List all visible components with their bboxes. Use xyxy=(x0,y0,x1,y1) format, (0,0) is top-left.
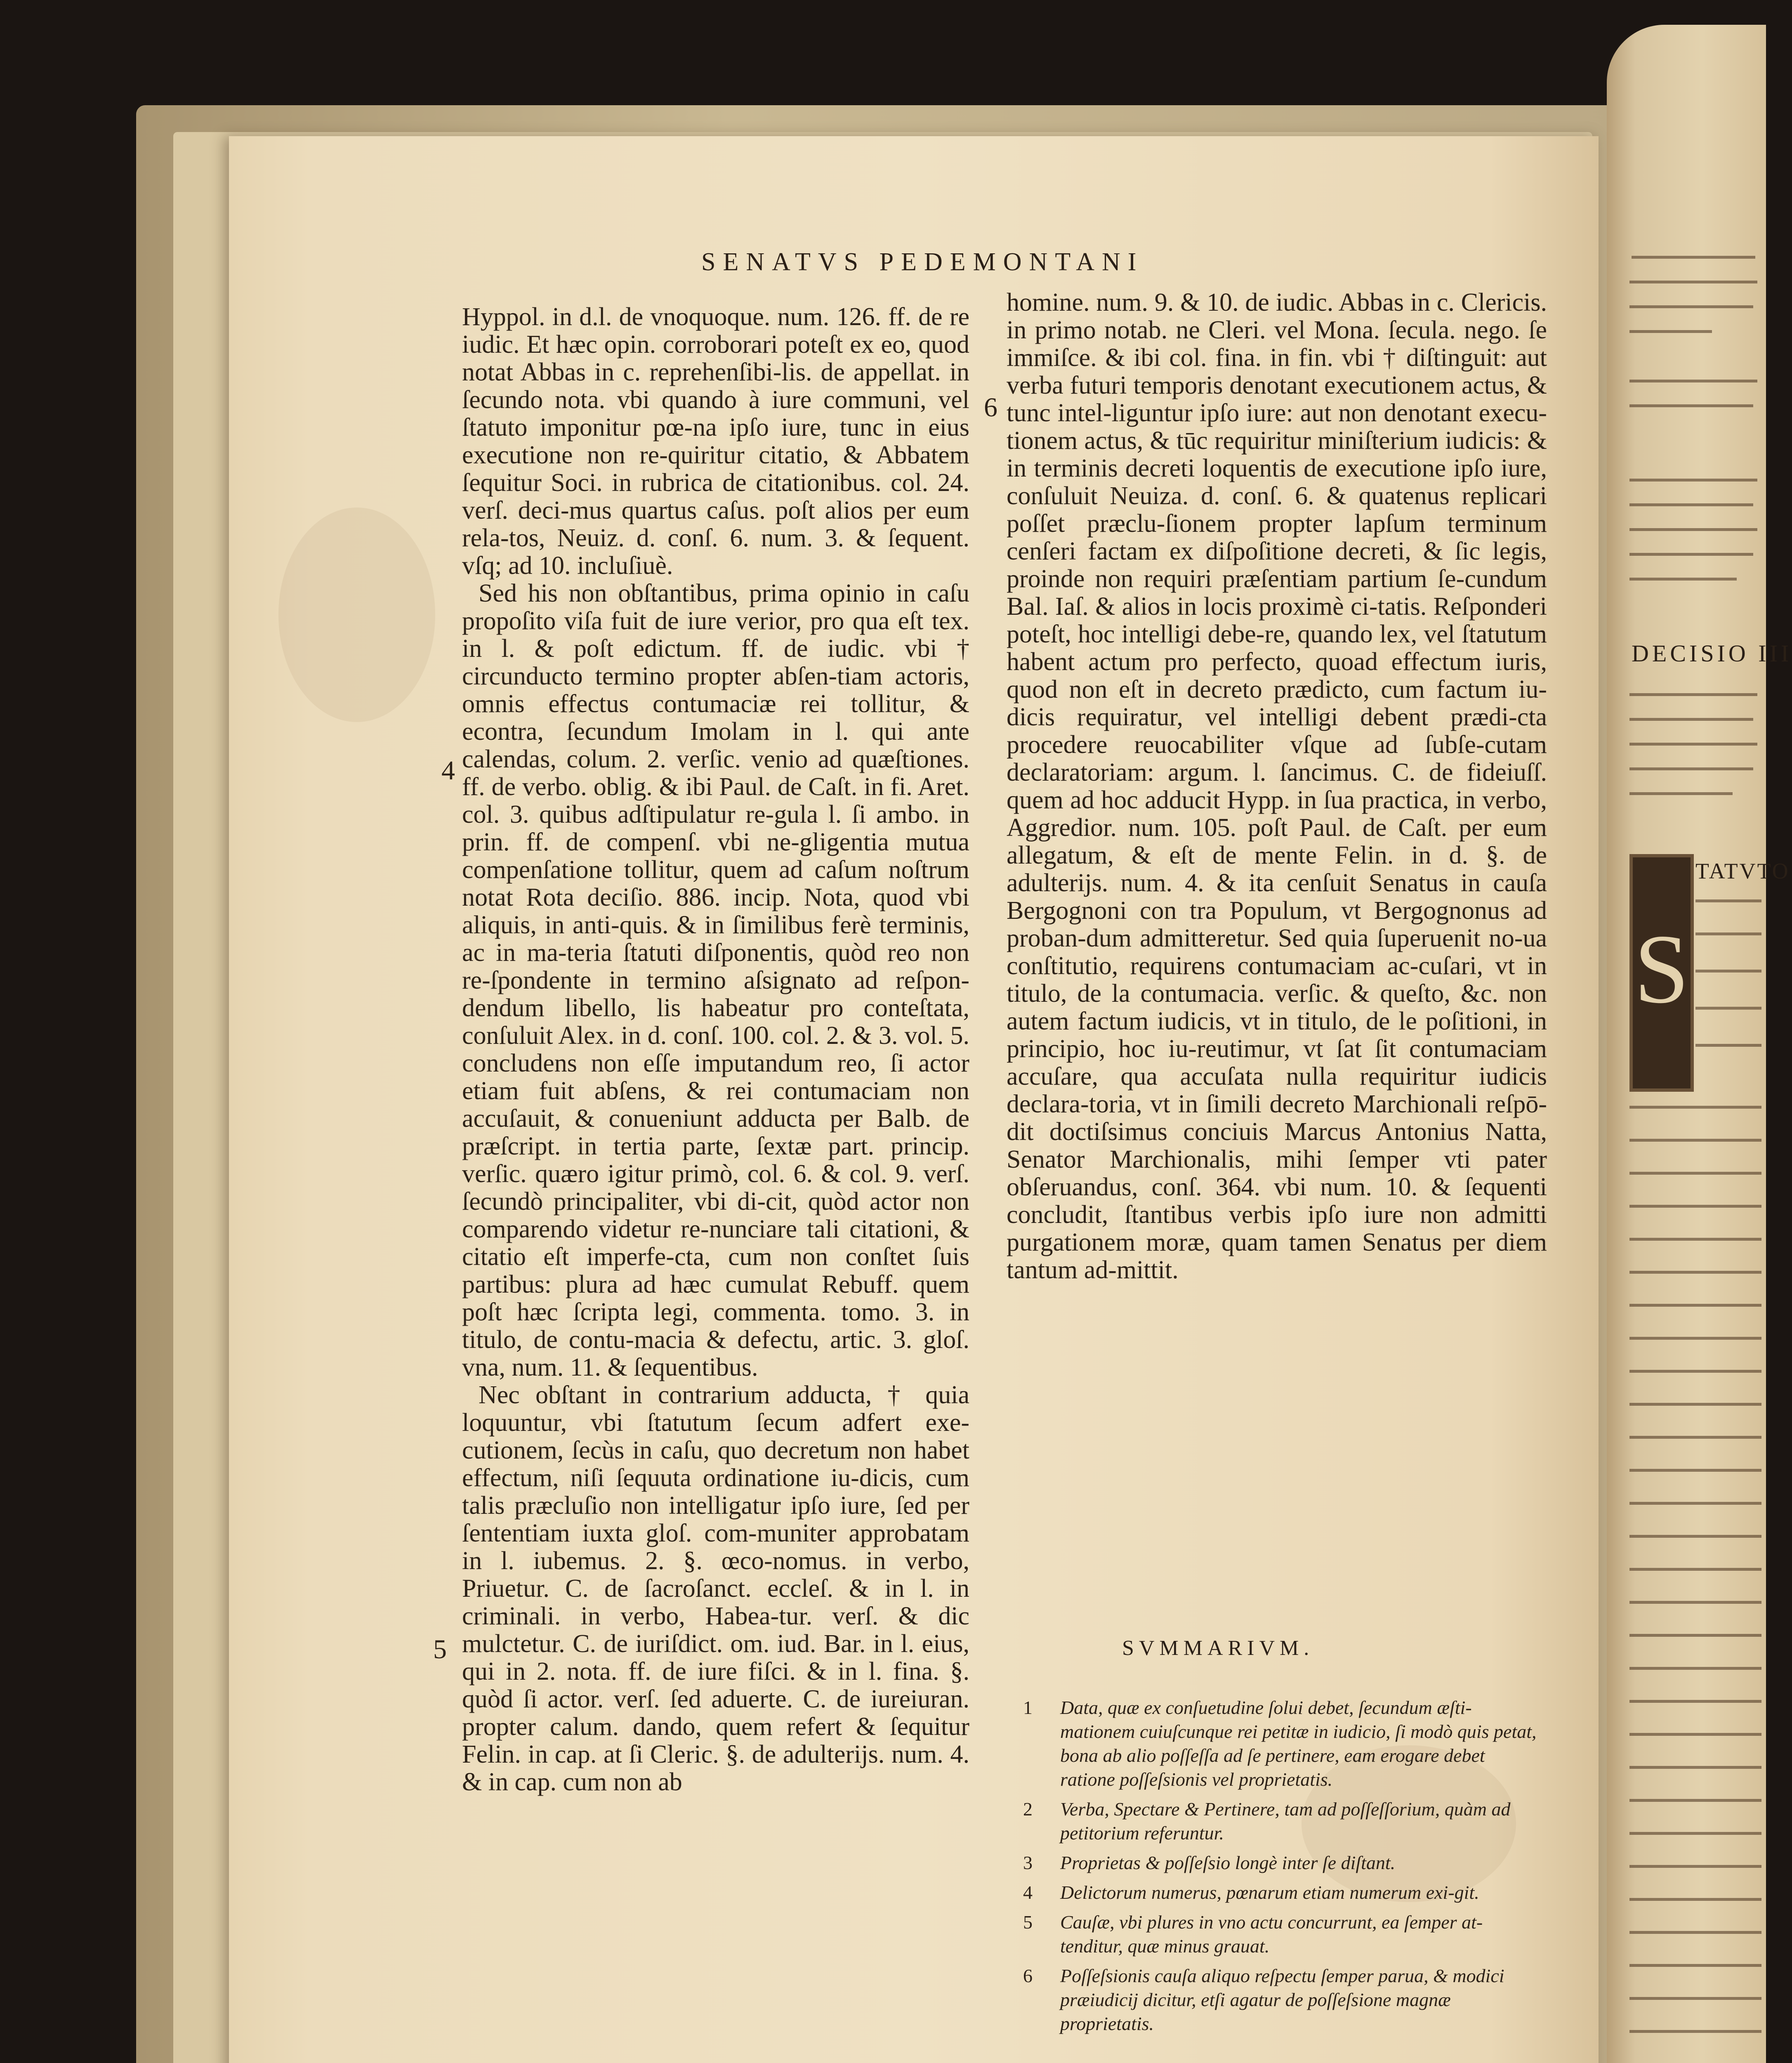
margin-note-number: 5 xyxy=(433,1634,447,1664)
facing-text-line xyxy=(1695,1007,1761,1010)
facing-text-line xyxy=(1629,1997,1761,2000)
facing-text-line xyxy=(1629,1568,1761,1571)
summary-item xyxy=(1023,1964,1543,2036)
facing-text-line xyxy=(1629,1799,1761,1802)
facing-text-line xyxy=(1629,281,1757,283)
facing-text-line xyxy=(1629,2030,1761,2033)
summary-text: Poſſeſsionis cauſa aliquo reſpectu ſemper parua, & modici præiudicij dicitur, etſi agatur de poſſeſsione magnæ proprietatis. xyxy=(1060,1965,1504,2034)
facing-text-line xyxy=(1629,1436,1761,1439)
facing-text-line xyxy=(1629,1766,1761,1769)
paragraph: Hyppol. in d.l. de vnoquoque. num. 126. ff. de re iudic. Et hæc opin. corroborari poteſt ex eo, quod notat Abbas in c. reprehenſibi-lis. de appellat. in ſecundo nota. vbi quando à iure communi, vel ſtatuto imponitur pœ-na ipſo iure, tunc in eius executione non re-quiritur citatio, & Abbatem ſequitur Soci. in rubrica de citationibus. col. 24. verſ. deci-mus quartus caſus. poſt alios per eum rela-tos, Neuiz. d. conſ. 6. num. 3. & ſequent. vſq; ad 10. incluſiuè. xyxy=(462,303,969,580)
summary-item xyxy=(1023,1881,1543,1905)
facing-text-line xyxy=(1629,1403,1761,1406)
facing-text-line xyxy=(1629,1634,1761,1637)
paragraph: Nec obſtant in contrarium adducta, † quia loquuntur, vbi ſtatutum ſecum adfert exe-cutionem, ſecùs in caſu, quo decretum non habet effectum, niſi ſequuta ordinatione iu-dicis, cum talis præcluſio non intelligatur ipſo iure, ſed per ſententiam iuxta gloſ. com-muniter approbatam in l. iubemus. 2. §. œco-nomus. in verbo, Priuetur. C. de ſacroſanct. eccleſ. & in l. in criminali. in verbo, Habea-tur. verſ. & dic mulctetur. C. de iuriſdict. om. iud. Bar. in l. eius, qui in 2. nota. ff. de iure fiſci. & in l. fina. §. quòd ſi actor. verſ. ſed aduerte. C. de iureiuran. propter calum. dando, quem refert & ſequitur Felin. in cap. at ſi Cleric. §. de adulterijs. num. 4. & in cap. cum non ab xyxy=(462,1381,969,1796)
facing-text-line xyxy=(1629,1172,1761,1175)
facing-text-line xyxy=(1629,553,1753,556)
paragraph: Sed his non obſtantibus, prima opinio in caſu propoſito viſa fuit de iure verior, pro qua eſt tex. in l. & poſt edictum. ff. de iudic. vbi † circunducto termino propter abſen-tiam actoris, omnis effectus contumaciæ rei tollitur, & econtra, ſecundum Imolam in l. qui ante calendas, colum. 2. verſic. venio ad quæſtiones. ff. de verbo. oblig. & ibi Paul. de Caſt. in fi. Aret. col. 3. quibus adſtipulatur re-gula l. ſi ambo. in prin. ff. de compenſ. vbi ne-gligentia mutua compenſatione tollitur, quem ad caſum noſtrum notat Rota deciſio. 886. incip. Nota, quod vbi aliquis, in anti-quis. & in ſimilibus ferè terminis, ac in ma-teria ſtatuti diſponentis, quòd reo non re-ſpondente in termino aſsignato ad reſpon-dendum libello, lis habeatur pro conteſtata, conſuluit Alex. in d. conſ. 100. col. 2. & 3. vol. 5. concludens non eſſe imputandum reo, ſi actor etiam fuit abſens, & rei contumaciam non accuſauit, & conueniunt adducta per Balb. de præſcript. in tertia parte, ſextæ part. princip. verſic. quæro igitur primò, col. 6. & col. 9. verſ. ſecundò principaliter, vbi di-cit, quòd actor non comparendo videtur re-nunciare tali citationi, & citatio eſt imperfe-cta, cum non conſtet ſuis partibus: plura ad hæc cumulat Rebuff. quem poſt hæc ſcripta legi, commenta. tomo. 3. in titulo, de contu-macia & defectu, artic. 3. gloſ. vna, num. 11. & ſequentibus. xyxy=(462,579,969,1381)
summary-text: Cauſæ, vbi plures in vno actu concurrunt, ea ſemper at-tenditur, quæ minus grauat. xyxy=(1060,1912,1483,1957)
facing-text-line xyxy=(1629,503,1753,506)
summary-item xyxy=(1023,1910,1543,1958)
facing-text-line xyxy=(1629,1700,1761,1703)
facing-text-line xyxy=(1629,1370,1761,1373)
facing-text-line xyxy=(1629,767,1753,770)
facing-text-line xyxy=(1629,1832,1761,1835)
facing-text-line xyxy=(1629,1337,1761,1340)
facing-text-line xyxy=(1629,479,1757,482)
facing-text-line xyxy=(1695,970,1761,972)
facing-text-line xyxy=(1629,1931,1761,1934)
facing-text-line xyxy=(1629,1469,1761,1472)
paper-stain xyxy=(278,507,435,722)
decorated-initial: S xyxy=(1629,854,1694,1092)
left-text-column xyxy=(462,303,969,1796)
facing-text-line xyxy=(1629,1106,1761,1109)
facing-text-line xyxy=(1629,1271,1761,1274)
facing-text-line xyxy=(1629,1238,1761,1241)
summary-text: Data, quæ ex conſuetudine ſolui debet, ſecundum æſti-mationem cuiuſcunque rei petitæ in iudicio, ſi modò quis petat, bona ab alio poſſeſſa ad ſe pertinere, eam erogare debet ratione poſſeſsionis vel proprietatis. xyxy=(1060,1697,1537,1790)
facing-text-line xyxy=(1629,1535,1761,1538)
running-head: SENATVS PEDEMONTANI xyxy=(701,248,1144,276)
facing-text-line xyxy=(1629,1304,1761,1307)
facing-text-line xyxy=(1629,1898,1761,1901)
facing-text-line xyxy=(1629,380,1757,382)
facing-text-line xyxy=(1629,743,1757,746)
summary-number: 4 xyxy=(1023,1882,1033,1903)
facing-text-line xyxy=(1629,718,1753,721)
facing-text-line xyxy=(1629,1733,1761,1736)
margin-note-number: 4 xyxy=(441,755,455,786)
summary-list xyxy=(1023,1696,1543,2042)
summary-text: Proprietas & poſſeſsio longè inter ſe diſtant. xyxy=(1060,1852,1396,1873)
facing-text-line xyxy=(1629,330,1712,333)
initial-word: TATVTO xyxy=(1695,859,1790,883)
summary-number: 3 xyxy=(1023,1852,1033,1873)
facing-text-line xyxy=(1695,1044,1761,1047)
facing-text-line xyxy=(1632,256,1755,259)
facing-text-line xyxy=(1629,404,1753,407)
summary-number: 1 xyxy=(1023,1697,1033,1718)
facing-text-line xyxy=(1629,1865,1761,1868)
summary-number: 5 xyxy=(1023,1912,1033,1933)
right-text-column xyxy=(1007,289,1547,1284)
summary-item xyxy=(1023,1797,1543,1845)
facing-text-line xyxy=(1629,792,1733,795)
facing-text-line xyxy=(1629,1667,1761,1670)
summary-item xyxy=(1023,1696,1543,1792)
facing-heading: DECISIO III xyxy=(1632,640,1792,667)
facing-text-line xyxy=(1629,693,1757,696)
facing-page xyxy=(1607,25,1792,2063)
facing-text-line xyxy=(1629,528,1757,531)
summary-text: Verba, Spectare & Pertinere, tam ad poſſeſſorium, quàm ad petitorium referuntur. xyxy=(1060,1799,1511,1843)
summary-number: 2 xyxy=(1023,1799,1033,1820)
summary-title: SVMMARIVM. xyxy=(1122,1636,1314,1660)
facing-text-line xyxy=(1695,932,1761,935)
facing-text-line xyxy=(1629,305,1753,308)
facing-text-line xyxy=(1629,1139,1761,1142)
facing-text-line xyxy=(1629,1601,1761,1604)
facing-text-line xyxy=(1629,1502,1761,1505)
facing-text-line xyxy=(1629,578,1737,581)
facing-text-line xyxy=(1629,1964,1761,1967)
summary-item xyxy=(1023,1851,1543,1875)
margin-note-number: 6 xyxy=(984,392,997,423)
summary-text: Delictorum numerus, pœnarum etiam numerum exi-git. xyxy=(1060,1882,1479,1903)
paragraph: homine. num. 9. & 10. de iudic. Abbas in c. Clericis. in primo notab. ne Cleri. vel Mona. ſecula. nego. ſe immiſce. & ibi col. fina. in fin. vbi † diſtinguit: aut verba futuri temporis denotant executionem actus, & tunc intel-liguntur ipſo iure: aut non denotant execu-tionem actus, & tūc requiritur miniſterium iudicis: & in terminis decreti loquentis de executione ipſo iure, conſuluit Neuiza. d. conſ. 6. & quatenus replicari poſſet præclu-ſionem propter lapſum terminum cenſeri factam ex diſpoſitione decreti, & ſic legis, proinde non requiri præſentiam partium ſe-cundum Bal. Iaſ. & alios in locis proximè ci-tatis. Reſponderi poteſt, hoc intelligi debe-re, quando lex, vel ſtatutum habent actum pro perfecto, quoad effectum iuris, quod non eſt in decreto prædicto, cum factum iu-dicis requiratur, vel intelligi debent prædi-cta procedere reuocabiliter vſque ad ſubſe-cutam declaratoriam: argum. l. ſancimus. C. de fideiuſſ. quem ad hoc adducit Hypp. in ſua practica, in verbo, Aggredior. num. 105. poſt Paul. de Caſt. per eum allegatum, & eſt de mente Felin. in d. §. de adulterijs. num. 4. & ita cenſuit Senatus in cauſa Bergognoni con tra Populum, vt Bergognonus ad proban-dum admitteretur. Sed quia ſuperuenit no-ua conſtitutio, requirens contumaciam ac-cuſari, vt in titulo, de la contumacia. verſic. & queſto, &c. non autem factum iudicis, vt in titulo, de le poſitioni, in principio, hoc iu-reutimur, vt ſat ſit contumaciam accuſare, qua accuſata nulla requiritur iudicis declara-toria, vt in ſimili decreto Marchionali reſpō-dit doctiſsimus conciuis Marcus Antonius Natta, Senator Marchionalis, mihi ſemper vti pater obſeruandus, conſ. 364. vbi num. 10. & ſequenti concludit, ſtantibus verbis ipſo iure non admitti purgationem moræ, quam tamen Senatus per diem tantum ad-mittit. xyxy=(1007,288,1547,1284)
facing-text-line xyxy=(1629,1205,1761,1208)
facing-text-line xyxy=(1695,899,1761,902)
summary-number: 6 xyxy=(1023,1965,1033,1986)
